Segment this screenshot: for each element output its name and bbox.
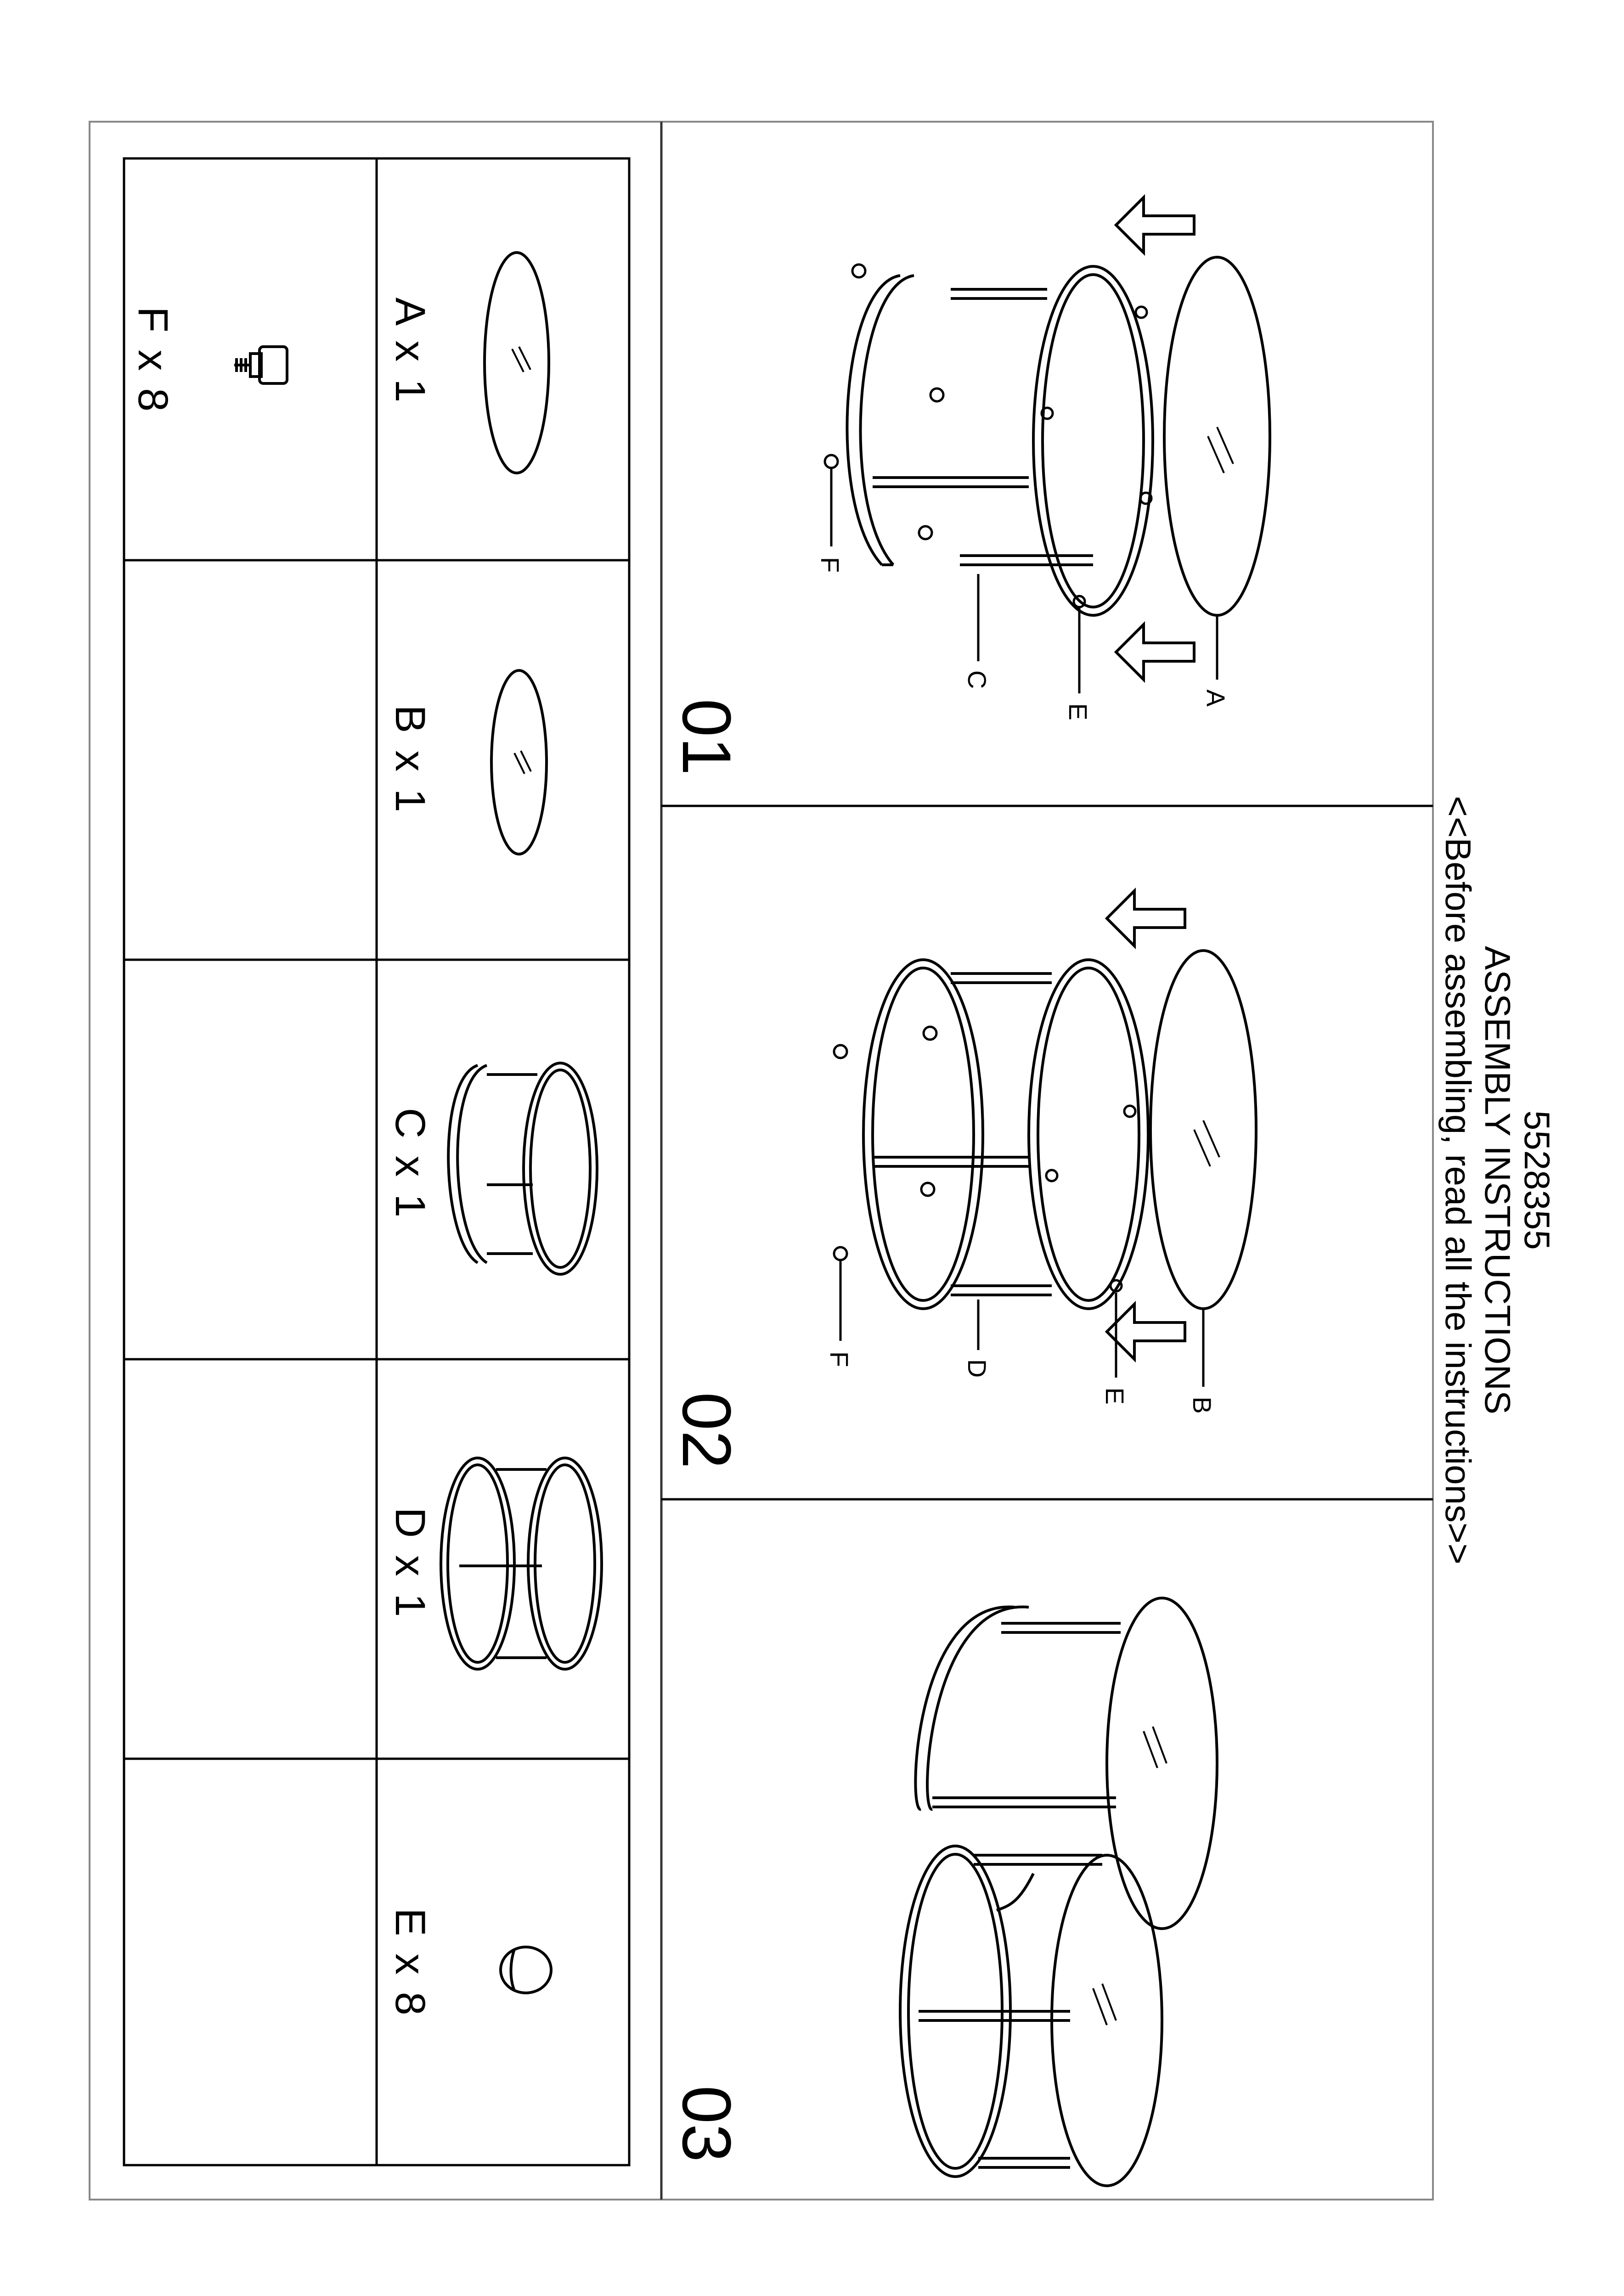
screw-icon <box>234 347 287 383</box>
step-01-number: 01 <box>668 698 745 776</box>
glass-top-small-icon <box>491 670 547 854</box>
document-code: 5528355 <box>1517 1110 1557 1250</box>
part-c-label: C x 1 <box>387 1108 434 1221</box>
step-01-callout-e: E <box>1064 703 1093 720</box>
step-01-callout-a: A <box>1201 689 1230 707</box>
part-d-label: D x 1 <box>387 1507 434 1620</box>
step-02-callout-f: F <box>825 1351 854 1367</box>
step-03-number: 03 <box>668 2085 745 2162</box>
pad-icon <box>501 1947 551 1993</box>
step-02-callout-e: E <box>1100 1387 1129 1405</box>
glass-top-large-icon <box>485 253 549 473</box>
part-e-label: E x 8 <box>387 1908 434 2018</box>
document-note: <<Before assembling, read all the instructions>> <box>1438 796 1478 1564</box>
step-02-callout-b: B <box>1188 1396 1217 1414</box>
step-02-number: 02 <box>668 1392 745 1469</box>
step-01-callout-c: C <box>963 670 992 689</box>
part-f-label: F x 8 <box>130 306 176 415</box>
step-02-callout-d: D <box>963 1359 992 1378</box>
d-frame-icon <box>441 1458 602 1669</box>
part-b-label: B x 1 <box>387 705 434 815</box>
c-frame-icon <box>448 1063 597 1274</box>
document-title: ASSEMBLY INSTRUCTIONS <box>1477 946 1518 1414</box>
step-01-callout-f: F <box>816 557 845 573</box>
part-a-label: A x 1 <box>387 297 434 405</box>
